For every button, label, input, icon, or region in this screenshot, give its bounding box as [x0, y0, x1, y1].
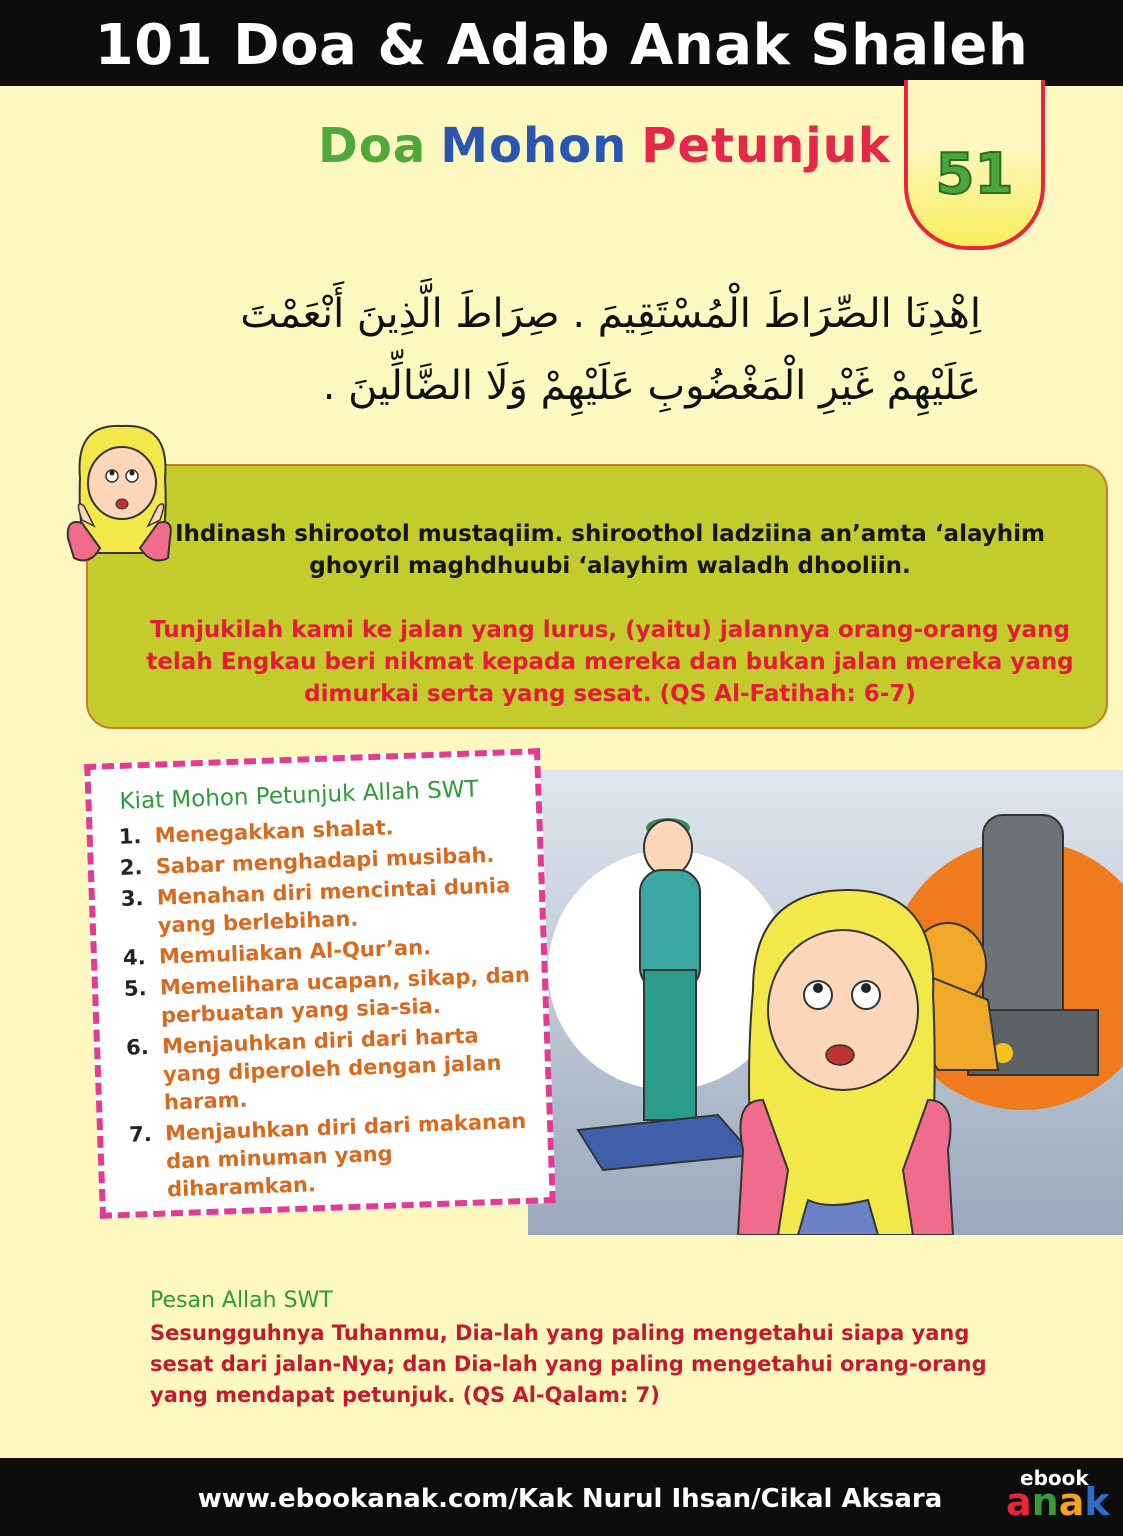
prayer-scene-illustration [528, 770, 1123, 1235]
tip-item [125, 1106, 548, 1205]
tip-number: 7. [128, 1121, 153, 1147]
tip-text: Sabar menghadapi musibah. [155, 842, 495, 879]
tips-title: Kiat Mohon Petunjuk Allah SWT [119, 776, 479, 815]
book-title: 101 Doa & Adab Anak Shaleh [94, 13, 1029, 78]
tip-number: 4. [122, 945, 146, 970]
logo-anak-text: anak [1006, 1480, 1110, 1524]
message-title: Pesan Allah SWT [150, 1288, 333, 1313]
logo-ebook-text: ebook [1020, 1466, 1089, 1490]
tips-card [84, 748, 556, 1219]
page-title-word-2: Mohon [440, 118, 628, 174]
tip-number: 1. [118, 824, 142, 849]
tips-list [114, 808, 547, 1207]
page-number: 51 [935, 142, 1014, 207]
translation: Tunjukilah kami ke jalan yang lurus, (yaitu) jalannya orang-orang yang telah Engkau beri nikmat kepada mereka dan bukan jalan mereka yang dimurkai serta yang sesat. (QS Al-Fatihah: 6-7) [146, 617, 1074, 707]
page-title-word-3: Petunjuk [641, 118, 891, 174]
tip-text: Menahan diri mencintai dunia yang berlebihan. [156, 873, 511, 938]
transliteration: Ihdinash shirootol mustaqiim. shiroothol ladziina an’amta ‘alayhim ghoyril maghdhuubi ‘alayhim waladh dhooliin. [174, 521, 1045, 579]
tip-number: 6. [125, 1035, 150, 1060]
page-title [318, 118, 905, 174]
page-number-tab [904, 80, 1045, 250]
page-title-word-1: Doa [318, 118, 427, 174]
message-text: Sesungguhnya Tuhanmu, Dia-lah yang paling mengetahui siapa yang sesat dari jalan-Nya; dan Dia-lah yang paling mengetahui orang-orang yang mendapat petunjuk. (QS Al-Qalam: 7) [150, 1321, 987, 1407]
footer-url[interactable]: www.ebookanak.com/Kak Nurul Ihsan/Cikal Aksara [197, 1484, 943, 1514]
tip-item [122, 1019, 545, 1118]
tip-number: 2. [119, 855, 143, 880]
tip-number: 3. [120, 886, 144, 911]
tip-text: Menegakkan shalat. [154, 815, 394, 848]
tip-item [116, 870, 538, 941]
ebookanak-logo [1002, 1466, 1110, 1526]
arabic-prayer: اِهْدِنَا الصِّرَاطَ الْمُسْتَقِيمَ . صِرَاطَ الَّذِينَ أَنْعَمْتَ عَلَيْهِمْ غَيْرِ الْمَغْضُوبِ عَلَيْهِمْ وَلَا الضَّالِّينَ . [240, 291, 981, 409]
top-banner [0, 0, 1123, 86]
tip-item [120, 960, 542, 1031]
tip-number: 5. [123, 976, 148, 1001]
tip-text: Memuliakan Al-Qur’an. [158, 935, 432, 969]
tip-text: Memelihara ucapan, sikap, dan perbuatan yang sia-sia. [159, 962, 531, 1028]
tip-text: Menjauhkan diri dari harta yang diperoleh dengan jalan haram. [161, 1023, 502, 1115]
tip-text: Menjauhkan diri dari makanan dan minuman yang diharamkan. [164, 1108, 527, 1202]
